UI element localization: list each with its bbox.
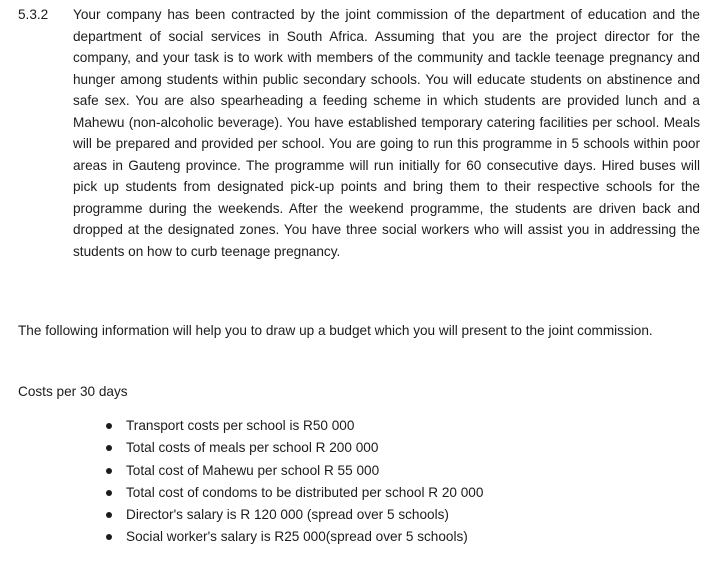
list-item <box>106 437 483 459</box>
intro-paragraph: The following information will help you to draw up a budget which you will present to the joint commission. <box>18 323 653 338</box>
list-item <box>106 482 483 504</box>
cost-list <box>106 415 483 549</box>
list-item <box>106 415 483 437</box>
question-block <box>18 4 700 262</box>
question-number: 5.3.2 <box>18 7 49 22</box>
list-item <box>106 526 483 548</box>
cost-item-text: Director's salary is R 120 000 (spread over 5 schools) <box>126 507 449 523</box>
cost-item-text: Total cost of Mahewu per school R 55 000 <box>126 462 380 478</box>
bullet-icon <box>106 468 112 474</box>
cost-item-text: Social worker's salary is R25 000(spread over 5 schools) <box>126 529 468 545</box>
bullet-icon <box>106 534 112 540</box>
cost-item-text: Total cost of condoms to be distributed per school R 20 000 <box>126 484 484 500</box>
cost-item-text: Total costs of meals per school R 200 000 <box>126 440 379 456</box>
list-item <box>106 460 483 482</box>
costs-heading: Costs per 30 days <box>18 384 128 399</box>
bullet-icon <box>106 423 112 429</box>
question-text: Your company has been contracted by the joint commission of the department of education and the department of social services in South Africa. Assuming that you are the project director for the company, and your task is to work with members of the community and tackle teenage pregnancy and hunger among students within public secondary schools. You will educate students on abstinence and safe sex. You are also spearheading a feeding scheme in which students are provided lunch and a Mahewu (non-alcoholic beverage). You have established temporary catering facilities per school. Meals will be prepared and provided per school. You are going to run this programme in 5 schools within poor areas in Gauteng province. The programme will run initially for 60 consecutive days. Hired buses will pick up students from designated pick-up points and bring them to their respective schools for the programme during the weekends. After the weekend programme, the students are driven back and dropped at the designated zones. You have three social workers who will assist you in addressing the students on how to curb teenage pregnancy. <box>73 7 700 259</box>
cost-item-text: Transport costs per school is R50 000 <box>126 418 355 433</box>
bullet-icon <box>106 490 112 496</box>
bullet-icon <box>106 445 112 451</box>
bullet-icon <box>106 512 112 518</box>
list-item <box>106 504 483 526</box>
